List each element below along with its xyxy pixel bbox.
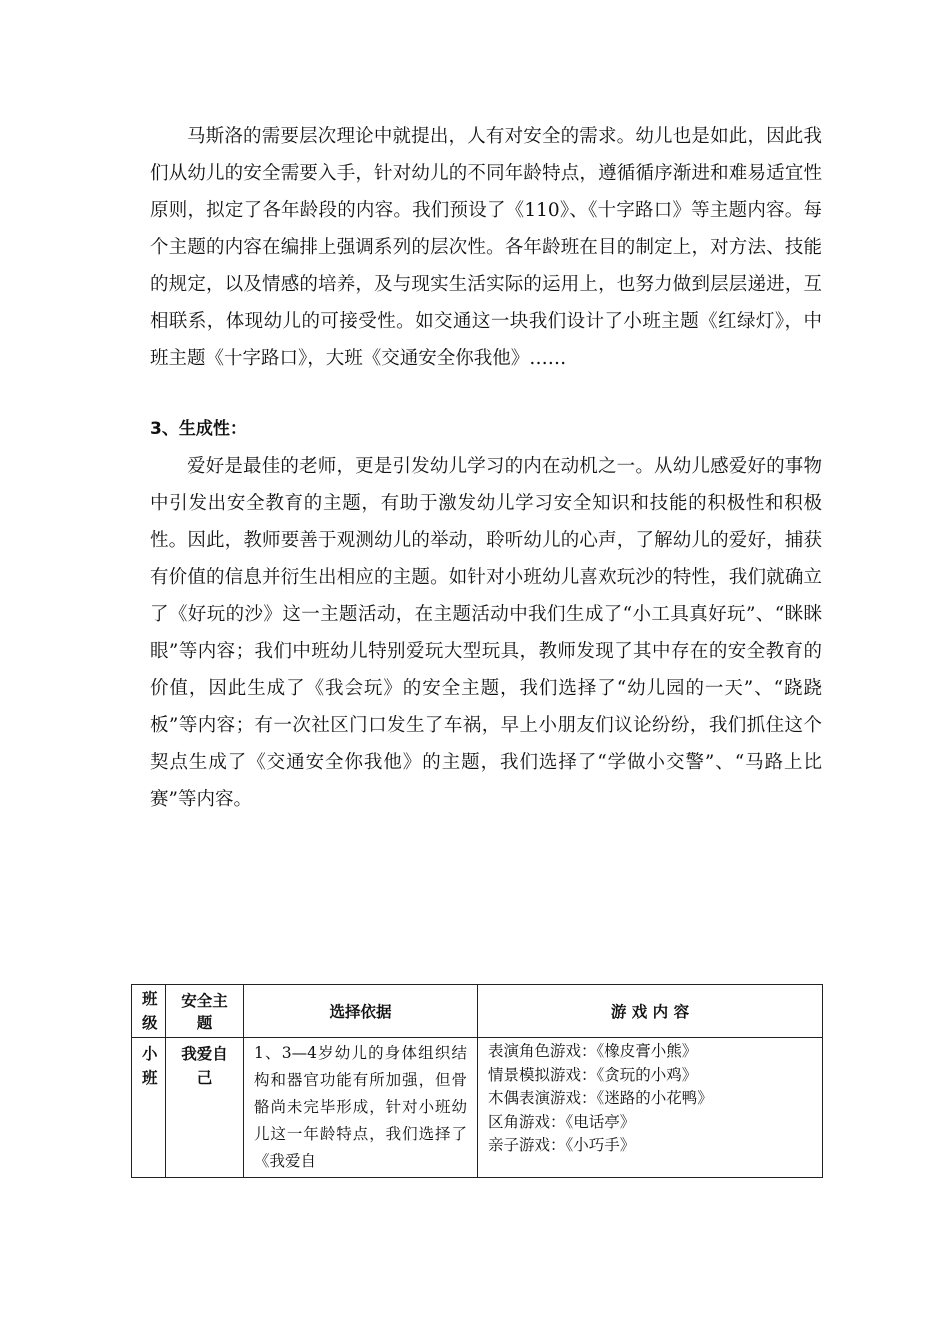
section-heading-generative: 3、生成性： [150, 419, 247, 439]
game-item: 情景模拟游戏：《贪玩的小鸡》 [488, 1065, 698, 1084]
cell-reason: 1、3—4岁幼儿的身体组织结构和器官功能有所加强，但骨骼尚未完毕形成，针对小班幼儿这一年龄特点，我们选择了《我爱自 [244, 1038, 478, 1178]
cell-games [478, 1038, 823, 1178]
document-body [150, 118, 822, 818]
cell-class: 小 班 [132, 1038, 166, 1178]
header-theme: 安全主题 [166, 985, 244, 1038]
header-reason: 选择依据 [244, 985, 478, 1038]
table-header-row [132, 985, 823, 1038]
header-games: 游 戏 内 容 [478, 985, 823, 1038]
table-row [132, 1038, 823, 1178]
cell-theme: 我爱自己 [166, 1038, 244, 1178]
game-item: 表演角色游戏：《橡皮膏小熊》 [488, 1042, 698, 1060]
safety-theme-table [131, 984, 823, 1178]
paragraph-generative: 爱好是最佳的老师，更是引发幼儿学习的内在动机之一。从幼儿感爱好的事物中引发出安全教育的主题，有助于激发幼儿学习安全知识和技能的积极性和积极性。因此，教师要善于观测幼儿的举动，聆听幼儿的心声，了解幼儿的爱好，捕获有价值的信息并衍生出相应的主题。如针对小班幼儿喜欢玩沙的特性，我们就确立了《好玩的沙》这一主题活动，在主题活动中我们生成了“小工具真好玩”、“眯眯眼”等内容；我们中班幼儿特别爱玩大型玩具，教师发现了其中存在的安全教育的价值，因此生成了《我会玩》的安全主题，我们选择了“幼儿园的一天”、“跷跷板”等内容；有一次社区门口发生了车祸，早上小朋友们议论纷纷，我们抓住这个契点生成了《交通安全你我他》的主题，我们选择了“学做小交警”、“马路上比赛”等内容。 [150, 456, 822, 810]
game-item: 亲子游戏：《小巧手》 [488, 1136, 636, 1154]
paragraph-hierarchy: 马斯洛的需要层次理论中就提出，人有对安全的需求。幼儿也是如此，因此我们从幼儿的安全需要入手，针对幼儿的不同年龄特点，遵循循序渐进和难易适宜性原则，拟定了各年龄段的内容。我们预设了《110》、《十字路口》等主题内容。每个主题的内容在编排上强调系列的层次性。各年龄班在目的制定上，对方法、技能的规定，以及情感的培养，及与现实生活实际的运用上，也努力做到层层递进，互相联系，体现幼儿的可接受性。如交通这一块我们设计了小班主题《红绿灯》，中班主题《十字路口》，大班《交通安全你我他》…… [150, 126, 822, 369]
game-item: 区角游戏：《电话亭》 [488, 1112, 636, 1131]
header-class: 班 级 [132, 985, 166, 1038]
game-item: 木偶表演游戏：《迷路的小花鸭》 [488, 1089, 713, 1107]
